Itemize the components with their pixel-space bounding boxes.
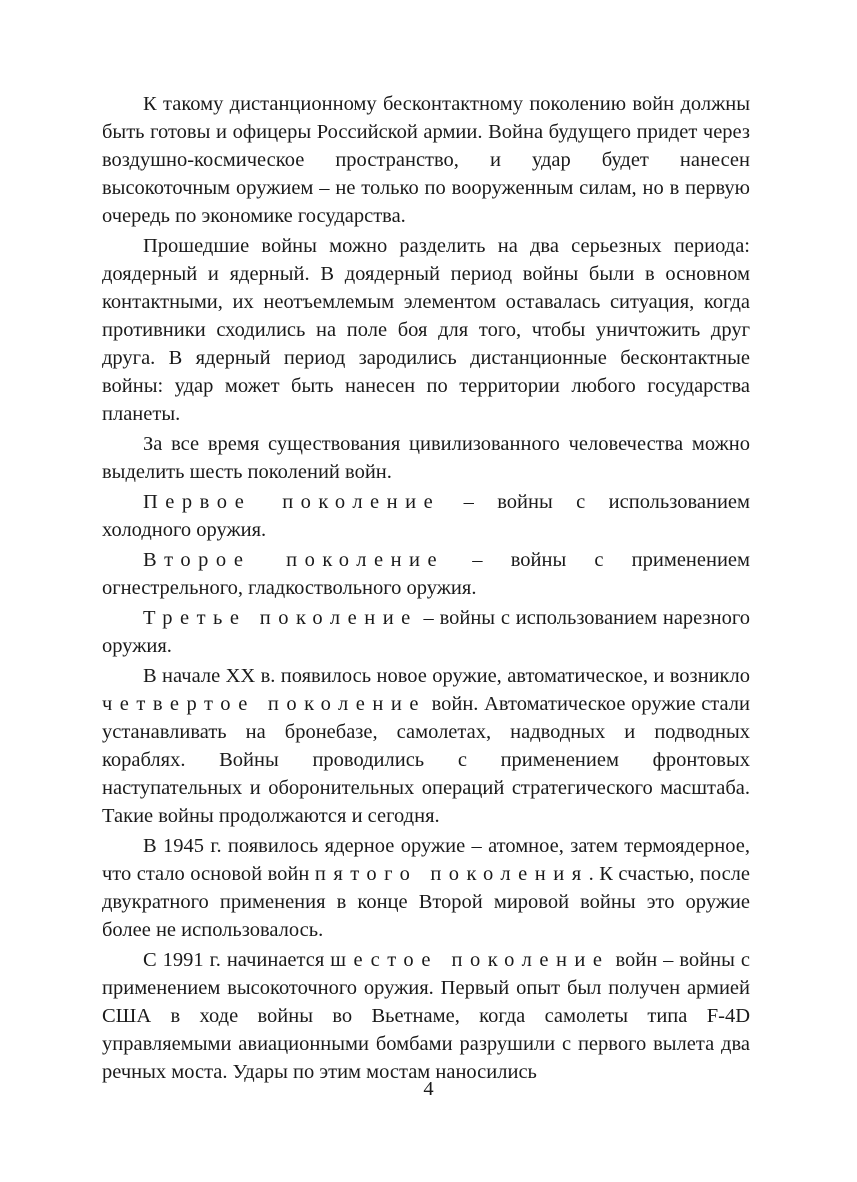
term-fourth-generation: четвертое поколение — [102, 693, 426, 715]
paragraph-text: . К счастью, после двукратного применения в конце Второй мировой войны это оружие более не использовалось. — [102, 863, 751, 941]
paragraph-text: В 1945 г. появилось ядерное оружие – атомное, затем термоядерное, что стало основой войн — [102, 835, 750, 885]
term-sixth-generation: шестое поколение — [330, 949, 610, 971]
paragraph-text: – войны с использованием холодного оружия. — [102, 491, 751, 541]
paragraph-first-generation — [102, 488, 750, 544]
paragraph-text: С 1991 г. начинается — [143, 949, 331, 971]
term-fifth-generation: пятого поколения — [314, 863, 589, 885]
paragraph-text: В начале XX в. появилось новое оружие, автоматическое, и возникло — [143, 665, 750, 687]
paragraph-text: – войны с использованием нарезного оружия. — [102, 607, 750, 657]
paragraph-text: – войны с применением огнестрельного, гладкоствольного оружия. — [102, 549, 750, 599]
paragraph-text: войн – войны с применением высокоточного оружия. Первый опыт был получен армией США в ходе войны во Вьетнаме, когда самолеты типа F-4D управляемыми авиационными бомбами разрушили с первого вылета два речных моста. Удары по этим мостам наносились — [102, 949, 750, 1083]
paragraph-fourth-generation — [102, 662, 750, 830]
paragraph-sixth-generation — [102, 946, 750, 1086]
paragraph-fifth-generation — [102, 832, 750, 944]
term-second-generation: Второе поколение — [143, 549, 445, 571]
paragraph-2: Прошедшие войны можно разделить на два серьезных периода: доядерный и ядерный. В доядерный период войны были в основном контактными, их неотъемлемым элементом оставалась ситуация, когда противники сходились на поле боя для того, чтобы уничтожить друг друга. В ядерный период зародились дистанционные бесконтактные войны: удар может быть нанесен по территории любого государства планеты. — [102, 235, 750, 425]
page-body — [102, 90, 750, 1088]
term-first-generation: Первое поколение — [143, 491, 441, 513]
paragraph-1: К такому дистанционному бесконтактному поколению войн должны быть готовы и офицеры Российской армии. Война будущего придет через воздушно-космическое пространство, и удар будет нанесен высокоточным оружием – не только по вооруженным силам, но в первую очередь по экономике государства. — [102, 93, 750, 227]
page-number: 4 — [423, 1078, 434, 1100]
paragraph-third-generation — [102, 604, 750, 660]
term-third-generation: Третье поколение — [143, 607, 418, 629]
paragraph-second-generation — [102, 546, 750, 602]
paragraph-3: За все время существования цивилизованного человечества можно выделить шесть поколений войн. — [102, 433, 750, 483]
paragraph-text: войн. Автоматическое оружие стали устанавливать на бронебазе, самолетах, надводных и подводных кораблях. Войны проводились с применением фронтовых наступательных и оборонительных операций стратегического масштаба. Такие войны продолжаются и сегодня. — [102, 693, 750, 827]
